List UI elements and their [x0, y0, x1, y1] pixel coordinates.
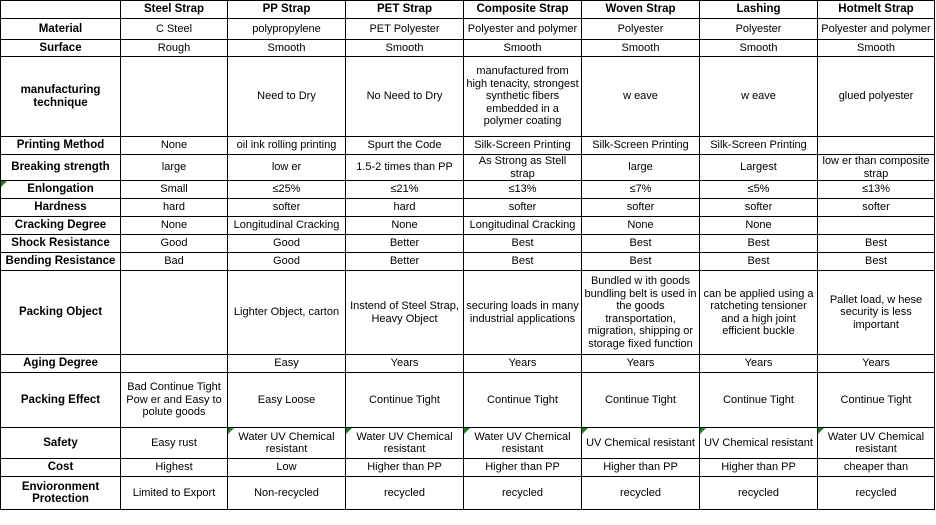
cell[interactable]	[228, 217, 346, 235]
cell-text: manufacturing technique	[20, 84, 101, 109]
cell-text: ≤25%	[272, 183, 301, 196]
cell[interactable]	[818, 355, 935, 373]
cell[interactable]	[228, 181, 346, 199]
cell[interactable]	[464, 373, 582, 428]
cell-text: No Need to Dry	[366, 90, 443, 103]
cell[interactable]	[346, 181, 464, 199]
cell[interactable]	[700, 57, 818, 137]
cell[interactable]	[121, 477, 228, 510]
cell[interactable]	[700, 19, 818, 40]
cell-text: Higher than PP	[485, 461, 560, 474]
cell-text: Bundled w ith goods bundling belt is used in the goods transportation, migration, shipping or storage fixed function	[584, 275, 697, 350]
cell[interactable]	[346, 57, 464, 137]
cell[interactable]	[582, 459, 700, 477]
cell[interactable]	[228, 355, 346, 373]
cell[interactable]	[700, 217, 818, 235]
row-label[interactable]	[1, 459, 121, 477]
cell[interactable]	[464, 477, 582, 510]
cell-text: Easy Loose	[257, 393, 316, 406]
cell-text: Best	[747, 255, 770, 268]
cell-text: Spurt the Code	[367, 139, 442, 152]
cell[interactable]	[346, 19, 464, 40]
header-row	[1, 1, 935, 19]
cell[interactable]	[121, 373, 228, 428]
cell-text: PET Strap	[377, 3, 432, 16]
cell[interactable]	[818, 217, 935, 235]
cell[interactable]	[700, 477, 818, 510]
table-row	[1, 477, 935, 510]
column-header[interactable]	[700, 1, 818, 19]
cell-text: Longitudinal Cracking	[469, 219, 576, 232]
cell-text: Higher than PP	[603, 461, 678, 474]
cell-text: Continue Tight	[369, 393, 440, 406]
cell[interactable]	[346, 477, 464, 510]
cell-text: Hotmelt Strap	[838, 3, 914, 16]
cell[interactable]	[228, 57, 346, 137]
cell-text: Pallet load, w hese security is less important	[829, 293, 923, 331]
cell[interactable]	[121, 155, 228, 181]
cell[interactable]	[582, 137, 700, 155]
cell[interactable]	[464, 459, 582, 477]
cell-text: cheaper than	[843, 461, 909, 474]
cell[interactable]	[464, 57, 582, 137]
cell-text: As Strong as Stell strap	[478, 155, 567, 180]
cell-text: softer	[862, 201, 890, 214]
cell-text: Years	[390, 357, 419, 370]
cell[interactable]	[121, 271, 228, 355]
cell-text: softer	[626, 201, 655, 214]
cell-text: Higher than PP	[721, 461, 796, 474]
cell-text: None	[627, 219, 654, 232]
table-row	[1, 355, 935, 373]
cell[interactable]	[818, 373, 935, 428]
column-header[interactable]	[346, 1, 464, 19]
cell[interactable]	[700, 355, 818, 373]
cell-text: Best	[864, 237, 887, 250]
cell-text: Smooth	[503, 41, 542, 54]
cell-text: Best	[747, 237, 770, 250]
cell-text: Polyester	[617, 22, 664, 35]
cell-text: hard	[162, 201, 186, 214]
comment-marker-icon	[346, 428, 352, 434]
cell-text: Steel Strap	[143, 3, 205, 16]
cell[interactable]	[346, 428, 464, 459]
table-row	[1, 217, 935, 235]
cell-text: Years	[862, 357, 890, 370]
cell-text: Printing Method	[16, 139, 105, 152]
cell-text: Continue Tight	[605, 393, 676, 406]
row-label[interactable]	[1, 181, 121, 199]
cell[interactable]	[228, 477, 346, 510]
cell[interactable]	[464, 40, 582, 57]
cell[interactable]	[346, 235, 464, 253]
cell[interactable]	[121, 253, 228, 271]
cell[interactable]	[700, 137, 818, 155]
cell-text: recycled	[384, 486, 425, 499]
comment-marker-icon	[700, 428, 706, 434]
cell-text: Composite Strap	[476, 3, 569, 16]
cell[interactable]	[228, 199, 346, 217]
cell-text: Water UV Chemical resistant	[238, 430, 335, 455]
row-label[interactable]	[1, 137, 121, 155]
cell[interactable]	[228, 137, 346, 155]
cell[interactable]	[700, 155, 818, 181]
cell[interactable]	[818, 19, 935, 40]
cell[interactable]	[346, 40, 464, 57]
cell[interactable]	[228, 253, 346, 271]
cell-text: can be applied using a ratcheting tensioner and a high joint efficient buckle	[703, 287, 814, 337]
cell[interactable]	[346, 373, 464, 428]
cell-text: softer	[272, 201, 301, 214]
cell[interactable]	[582, 253, 700, 271]
table-row	[1, 19, 935, 40]
cell-text: Best	[511, 237, 534, 250]
cell[interactable]	[121, 199, 228, 217]
cell[interactable]	[818, 155, 935, 181]
cell-text: large	[628, 161, 653, 174]
cell-text: Enlongation	[27, 183, 94, 196]
table-row	[1, 373, 935, 428]
cell-text: low er	[271, 161, 302, 174]
table-row	[1, 40, 935, 57]
cell-text: recycled	[855, 486, 897, 499]
column-header[interactable]	[121, 1, 228, 19]
cell[interactable]	[464, 137, 582, 155]
table-row	[1, 459, 935, 477]
cell-text: None	[391, 219, 418, 232]
cell[interactable]	[818, 459, 935, 477]
cell-text: recycled	[502, 486, 543, 499]
row-label[interactable]	[1, 57, 121, 137]
cell-text: ≤13%	[508, 183, 537, 196]
cell[interactable]	[346, 459, 464, 477]
cell-text: Packing Effect	[20, 393, 101, 406]
cell-text: Limited to Export	[132, 486, 216, 499]
cell[interactable]	[700, 181, 818, 199]
cell-text: Polyester and polymer	[467, 22, 578, 35]
cell-text: Polyester and polymer	[821, 22, 931, 35]
cell-text: UV Chemical resistant	[586, 436, 695, 449]
row-label[interactable]	[1, 235, 121, 253]
row-label[interactable]	[1, 373, 121, 428]
cell-text: Smooth	[385, 41, 424, 54]
cell-text: w eave	[741, 90, 776, 103]
cell-text: None	[745, 219, 772, 232]
cell-text: Shock Resistance	[11, 237, 110, 250]
comment-marker-icon	[228, 428, 234, 434]
cell[interactable]	[582, 428, 700, 459]
cell[interactable]	[121, 40, 228, 57]
row-label[interactable]	[1, 428, 121, 459]
cell-text: Woven Strap	[605, 3, 676, 16]
cell-text: Easy	[274, 357, 299, 370]
cell[interactable]	[121, 137, 228, 155]
cell[interactable]	[464, 181, 582, 199]
cell[interactable]	[121, 57, 228, 137]
cell[interactable]	[121, 217, 228, 235]
table-row	[1, 181, 935, 199]
cell[interactable]	[464, 428, 582, 459]
cell-text: Instend of Steel Strap, Heavy Object	[350, 300, 459, 325]
cell-text: Bad	[164, 255, 184, 268]
row-label[interactable]	[1, 253, 121, 271]
cell-text: Small	[160, 183, 188, 196]
cell[interactable]	[464, 217, 582, 235]
cell[interactable]	[582, 57, 700, 137]
cell[interactable]	[228, 19, 346, 40]
cell-text: ≤21%	[390, 183, 419, 196]
table-body	[1, 19, 935, 510]
cell-text: Lighter Object, carton	[233, 306, 340, 319]
comment-marker-icon	[1, 181, 7, 187]
cell-text: PET Polyester	[369, 22, 440, 35]
cell-text: large	[161, 161, 187, 174]
cell-text: glued polyester	[838, 90, 914, 103]
cell-text: polypropylene	[252, 22, 321, 35]
cell-text: Cracking Degree	[14, 219, 107, 232]
cell-text: securing loads in many industrial applications	[466, 300, 579, 325]
cell[interactable]	[121, 19, 228, 40]
cell-text: Water UV Chemical resistant	[356, 430, 453, 455]
cell-text: Good	[160, 237, 188, 250]
row-label[interactable]	[1, 355, 121, 373]
cell[interactable]	[121, 235, 228, 253]
cell-text: Continue Tight	[840, 393, 912, 406]
cell-text: Water UV Chemical resistant	[474, 430, 571, 455]
cell-text: manufactured from high tenacity, strongest synthetic fibers embedded in a polymer coating	[466, 65, 579, 128]
cell[interactable]	[818, 137, 935, 155]
cell-text: hard	[393, 201, 416, 214]
cell-text: Higher than PP	[367, 461, 442, 474]
cell-text: Better	[389, 237, 420, 250]
cell-text: Smooth	[739, 41, 778, 54]
cell-text: recycled	[738, 486, 779, 499]
cell-text: Rough	[157, 41, 191, 54]
cell[interactable]	[818, 40, 935, 57]
table-row	[1, 235, 935, 253]
cell-text: Years	[508, 357, 537, 370]
row-label[interactable]	[1, 40, 121, 57]
cell[interactable]	[582, 40, 700, 57]
cell[interactable]	[582, 181, 700, 199]
cell[interactable]	[700, 199, 818, 217]
cell[interactable]	[121, 355, 228, 373]
cell[interactable]	[582, 477, 700, 510]
cell-text: softer	[508, 201, 537, 214]
row-label[interactable]	[1, 155, 121, 181]
cell-text: Highest	[155, 461, 193, 474]
cell-text: Bending Resistance	[5, 255, 116, 268]
table-row	[1, 428, 935, 459]
cell-text: Non-recycled	[254, 486, 319, 499]
row-label[interactable]	[1, 477, 121, 510]
cell-text: ≤5%	[747, 183, 770, 196]
cell-text: UV Chemical resistant	[704, 436, 813, 449]
cell-text: 1.5-2 times than PP	[356, 161, 453, 174]
cell-text: ≤7%	[629, 183, 652, 196]
cell-text: Safety	[43, 436, 78, 449]
cell-text: Smooth	[267, 41, 306, 54]
cell-text: Surface	[39, 41, 82, 54]
cell[interactable]	[346, 199, 464, 217]
cell-text: Silk-Screen Printing	[592, 139, 689, 152]
cell-text: Smooth	[621, 41, 660, 54]
column-header[interactable]	[818, 1, 935, 19]
row-label[interactable]	[1, 217, 121, 235]
cell-text: oil ink rolling printing	[236, 139, 337, 152]
cell[interactable]	[464, 199, 582, 217]
cell-text: Hardness	[34, 201, 87, 214]
cell-text: Envioronment Protection	[21, 480, 100, 505]
cell[interactable]	[464, 155, 582, 181]
cell-text: None	[160, 139, 188, 152]
cell-text: PP Strap	[262, 3, 311, 16]
cell[interactable]	[582, 199, 700, 217]
cell-text: softer	[744, 201, 773, 214]
cell-text: Silk-Screen Printing	[710, 139, 807, 152]
table-row	[1, 199, 935, 217]
cell[interactable]	[582, 155, 700, 181]
cell-text: Need to Dry	[257, 90, 316, 103]
cell[interactable]	[700, 459, 818, 477]
column-header[interactable]	[228, 1, 346, 19]
table-row	[1, 137, 935, 155]
row-label[interactable]	[1, 199, 121, 217]
table-row	[1, 253, 935, 271]
cell[interactable]	[228, 373, 346, 428]
cell[interactable]	[582, 355, 700, 373]
cell[interactable]	[818, 57, 935, 137]
cell-text: Best	[629, 237, 652, 250]
table-row	[1, 155, 935, 181]
cell[interactable]	[818, 235, 935, 253]
cell[interactable]	[582, 235, 700, 253]
cell-text: Packing Object	[18, 306, 103, 319]
cell[interactable]	[818, 428, 935, 459]
cell[interactable]	[346, 137, 464, 155]
cell[interactable]	[700, 235, 818, 253]
cell[interactable]	[346, 355, 464, 373]
cell[interactable]	[818, 253, 935, 271]
cell[interactable]	[346, 271, 464, 355]
column-header[interactable]	[582, 1, 700, 19]
cell-text: ≤13%	[861, 183, 891, 196]
cell[interactable]	[464, 19, 582, 40]
cell[interactable]	[121, 181, 228, 199]
corner-cell[interactable]	[1, 1, 121, 19]
cell-text: Smooth	[857, 41, 895, 54]
row-label[interactable]	[1, 19, 121, 40]
cell-text: Longitudinal Cracking	[233, 219, 340, 232]
cell-text: Best	[864, 255, 887, 268]
cell[interactable]	[818, 199, 935, 217]
cell[interactable]	[818, 271, 935, 355]
cell-text: Years	[626, 357, 655, 370]
table-row	[1, 57, 935, 137]
cell-text: Water UV Chemical resistant	[827, 430, 925, 455]
cell[interactable]	[228, 235, 346, 253]
row-label[interactable]	[1, 271, 121, 355]
cell-text: C Steel	[155, 22, 193, 35]
cell[interactable]	[818, 181, 935, 199]
cell-text: Silk-Screen Printing	[474, 139, 571, 152]
cell[interactable]	[582, 19, 700, 40]
cell-text: Easy rust	[151, 436, 197, 449]
cell-text: Largest	[740, 161, 777, 174]
cell[interactable]	[464, 235, 582, 253]
cell[interactable]	[228, 155, 346, 181]
cell-text: w eave	[623, 90, 658, 103]
cell-text: Better	[389, 255, 420, 268]
cell-text: Cost	[47, 461, 74, 474]
cell-text: Low	[276, 461, 297, 474]
cell[interactable]	[700, 40, 818, 57]
cell-text: Best	[511, 255, 534, 268]
cell[interactable]	[464, 253, 582, 271]
cell-text: low er than composite strap	[822, 155, 930, 180]
cell-text: Continue Tight	[723, 393, 794, 406]
cell-text: Lashing	[736, 3, 781, 16]
cell[interactable]	[228, 271, 346, 355]
cell[interactable]	[228, 428, 346, 459]
cell[interactable]	[121, 428, 228, 459]
comment-marker-icon	[464, 428, 470, 434]
cell-text: Good	[273, 255, 300, 268]
cell[interactable]	[818, 477, 935, 510]
cell-text: Good	[273, 237, 300, 250]
cell[interactable]	[582, 373, 700, 428]
comment-marker-icon	[818, 428, 824, 434]
cell-text: Breaking strength	[11, 161, 110, 174]
cell[interactable]	[346, 217, 464, 235]
cell[interactable]	[121, 459, 228, 477]
cell[interactable]	[700, 428, 818, 459]
cell-text: None	[160, 219, 188, 232]
cell[interactable]	[700, 373, 818, 428]
cell[interactable]	[464, 355, 582, 373]
cell[interactable]	[346, 253, 464, 271]
cell-text: Continue Tight	[487, 393, 558, 406]
cell[interactable]	[582, 271, 700, 355]
cell-text: recycled	[620, 486, 661, 499]
cell[interactable]	[582, 217, 700, 235]
cell-text: Years	[744, 357, 773, 370]
cell-text: Polyester	[735, 22, 782, 35]
comment-marker-icon	[582, 428, 588, 434]
cell[interactable]	[464, 271, 582, 355]
cell[interactable]	[700, 271, 818, 355]
cell[interactable]	[346, 155, 464, 181]
column-header[interactable]	[464, 1, 582, 19]
cell-text: Aging Degree	[23, 357, 98, 370]
table-row	[1, 271, 935, 355]
cell-text: Best	[629, 255, 652, 268]
cell[interactable]	[700, 253, 818, 271]
cell[interactable]	[228, 459, 346, 477]
cell-text: Bad Continue Tight Pow er and Easy to polute goods	[126, 381, 222, 419]
cell-text: Material	[38, 22, 83, 35]
cell[interactable]	[228, 40, 346, 57]
